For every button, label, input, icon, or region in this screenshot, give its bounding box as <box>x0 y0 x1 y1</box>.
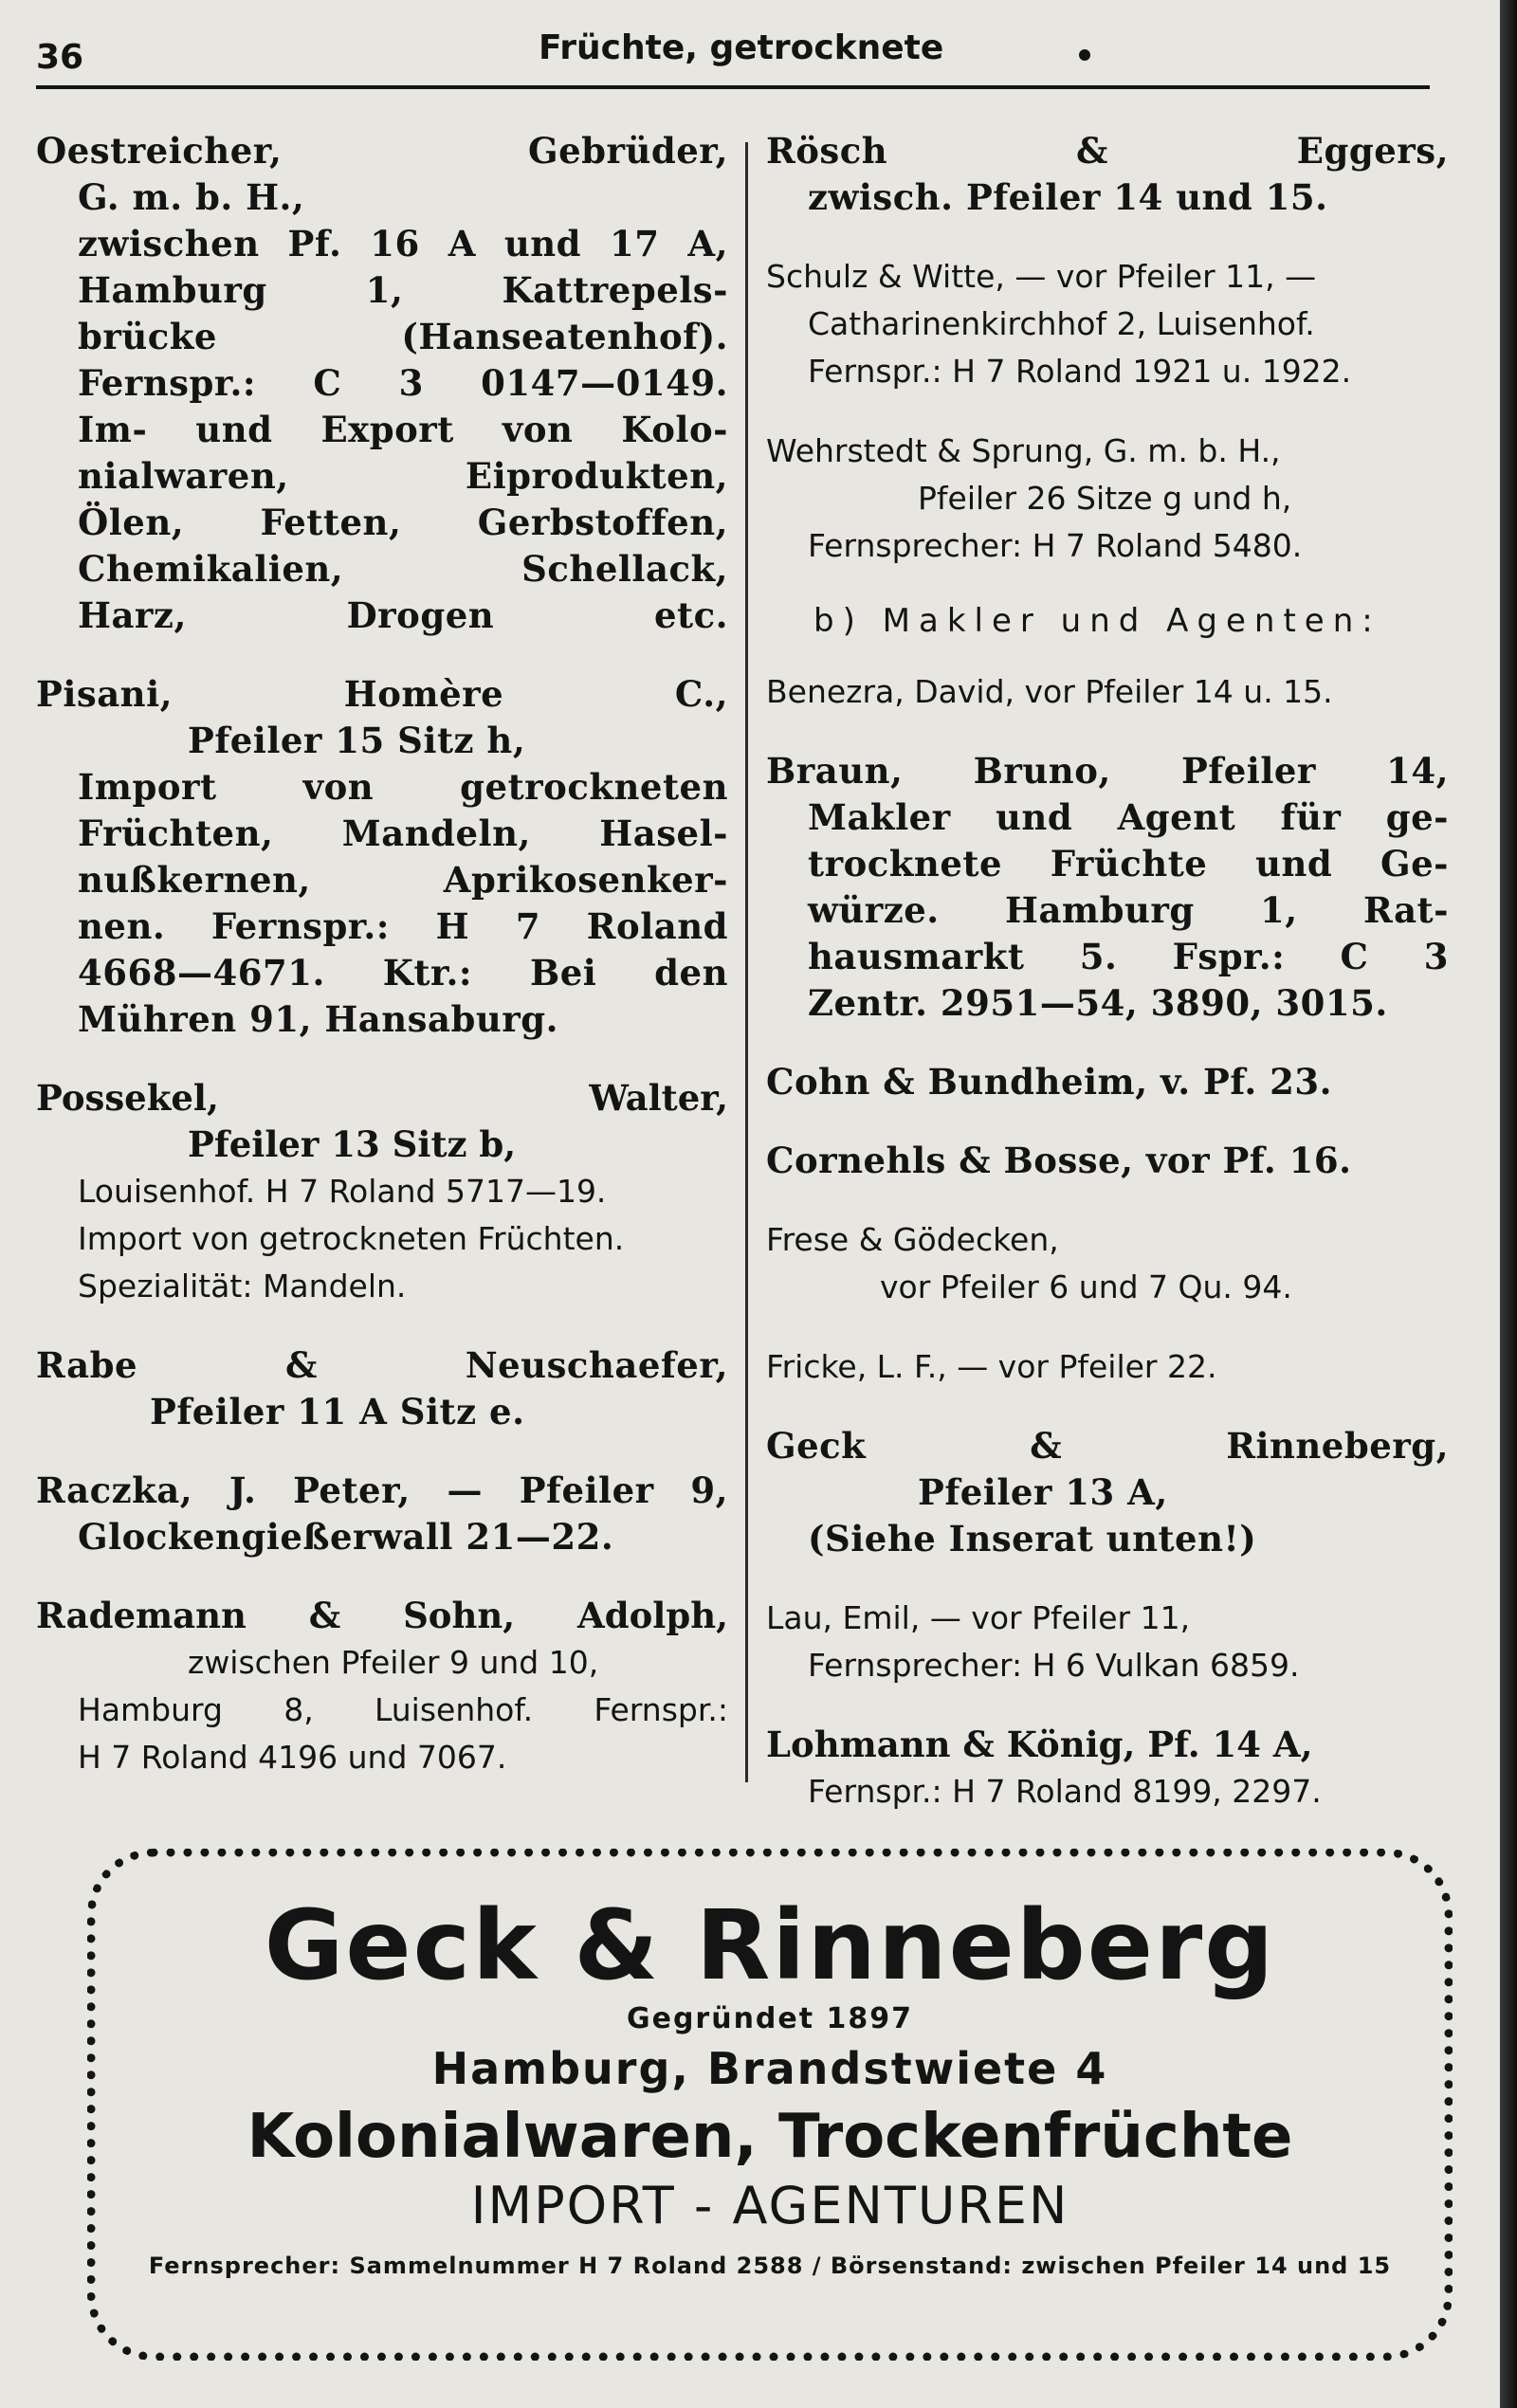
right-column-top <box>766 128 1449 570</box>
entry-line: Benezra, David, vor Pfeiler 14 u. 15. <box>766 673 1333 710</box>
entry-line: brücke (Hanseatenhof). <box>78 316 728 357</box>
entry-line: Zentr. 2951—54, 3890, 3015. <box>808 982 1388 1024</box>
directory-entry <box>766 1216 1449 1311</box>
ad-title: Geck & Rinneberg <box>264 1889 1276 2002</box>
entry-line: G. m. b. H., <box>78 176 305 218</box>
entry-line: Fernspr.: H 7 Roland 8199, 2297. <box>808 1773 1322 1810</box>
entry-line: Früchten, Mandeln, Hasel- <box>78 812 728 854</box>
right-column-bottom <box>766 668 1449 1815</box>
directory-entry <box>766 1138 1449 1184</box>
page-number: 36 <box>36 38 84 77</box>
entry-line: Pfeiler 15 Sitz h, <box>188 720 526 761</box>
entry-line: Im- und Export von Kolo- <box>78 409 728 450</box>
advertisement <box>87 1849 1453 2361</box>
directory-entry <box>36 671 728 1043</box>
entry-line: Louisenhof. H 7 Roland 5717—19. <box>78 1173 607 1210</box>
entry-line: Frese & Gödecken, <box>766 1221 1059 1258</box>
entry-line: Fernspr.: H 7 Roland 1921 u. 1922. <box>808 353 1352 390</box>
entry-line: Fernsprecher: H 7 Roland 5480. <box>808 527 1303 564</box>
directory-entry <box>766 748 1449 1027</box>
entry-line: zwisch. Pfeiler 14 und 15. <box>808 176 1328 218</box>
directory-entry <box>766 1423 1449 1562</box>
entry-line: Pisani, Homère C., <box>36 673 728 715</box>
entry-line: Rösch & Eggers, <box>766 130 1449 172</box>
entry-line: Catharinenkirchhof 2, Luisenhof. <box>808 305 1315 342</box>
column-divider <box>745 142 748 1782</box>
entry-line: hausmarkt 5. Fspr.: C 3 <box>808 936 1449 977</box>
entry-line: zwischen Pf. 16 A und 17 A, <box>78 223 728 265</box>
left-column <box>36 128 728 1814</box>
entry-line: Pfeiler 13 A, <box>918 1471 1168 1513</box>
entry-line: Raczka, J. Peter, — Pfeiler 9, <box>36 1469 728 1511</box>
entry-line: Lohmann & König, Pf. 14 A, <box>766 1724 1313 1765</box>
directory-entry <box>36 1342 728 1435</box>
ad-import: IMPORT - AGENTUREN <box>470 2176 1069 2235</box>
running-title: Früchte, getrocknete <box>539 28 944 67</box>
entry-line: Fernsprecher: H 6 Vulkan 6859. <box>808 1647 1300 1684</box>
entry-line: Oestreicher, Gebrüder, <box>36 130 728 172</box>
directory-entry <box>766 1595 1449 1689</box>
entry-line: Rabe & Neuschaefer, <box>36 1344 728 1386</box>
directory-entry <box>766 128 1449 221</box>
directory-entry <box>766 1722 1449 1815</box>
entry-line: Spezialität: Mandeln. <box>78 1268 407 1304</box>
entry-line: Fricke, L. F., — vor Pfeiler 22. <box>766 1348 1217 1385</box>
entry-line: nialwaren, Eiprodukten, <box>78 455 728 497</box>
entry-line: Glockengießerwall 21—22. <box>78 1516 614 1558</box>
page-edge <box>1500 0 1517 2408</box>
entry-line: 4668—4671. Ktr.: Bei den <box>78 952 728 994</box>
directory-entry <box>36 1593 728 1781</box>
directory-entry <box>766 428 1449 570</box>
ad-goods: Kolonialwaren, Trockenfrüchte <box>247 2102 1293 2172</box>
entry-line: Cornehls & Bosse, vor Pf. 16. <box>766 1140 1352 1181</box>
directory-entry <box>766 1059 1449 1105</box>
entry-line: Schulz & Witte, — vor Pfeiler 11, — <box>766 258 1317 295</box>
entry-line: Import von getrockneten <box>78 766 728 808</box>
entry-line: Wehrstedt & Sprung, G. m. b. H., <box>766 432 1281 469</box>
entry-line: Hamburg 8, Luisenhof. Fernspr.: <box>78 1691 728 1728</box>
entry-line: Chemikalien, Schellack, <box>78 548 728 590</box>
entry-line: Cohn & Bundheim, v. Pf. 23. <box>766 1061 1333 1103</box>
page-header <box>36 28 1430 89</box>
directory-entry <box>766 668 1449 716</box>
entry-line: (Siehe Inserat unten!) <box>808 1518 1257 1560</box>
entry-line: Pfeiler 13 Sitz b, <box>188 1123 517 1165</box>
entry-line: Makler und Agent für ge- <box>808 796 1449 838</box>
entry-line: Rademann & Sohn, Adolph, <box>36 1595 728 1636</box>
ad-footer: Fernsprecher: Sammelnummer H 7 Roland 2588 / Börsenstand: zwischen Pfeiler 14 und 15 <box>148 2253 1392 2279</box>
entry-line: vor Pfeiler 6 und 7 Qu. 94. <box>880 1268 1292 1305</box>
directory-entry <box>766 253 1449 395</box>
entry-line: H 7 Roland 4196 und 7067. <box>78 1739 507 1776</box>
entry-line: Ölen, Fetten, Gerbstoffen, <box>78 502 728 543</box>
entry-line: nen. Fernspr.: H 7 Roland <box>78 905 728 947</box>
entry-line: würze. Hamburg 1, Rat- <box>808 889 1449 931</box>
entry-line: Hamburg 1, Kattrepels- <box>78 269 728 311</box>
entry-line: Fernspr.: C 3 0147—0149. <box>78 362 728 404</box>
directory-entry <box>766 1343 1449 1391</box>
ad-founded: Gegründet 1897 <box>626 2002 914 2035</box>
entry-line: zwischen Pfeiler 9 und 10, <box>188 1644 599 1681</box>
entry-line: Mühren 91, Hansaburg. <box>78 998 558 1040</box>
entry-line: nußkernen, Aprikosenker- <box>78 859 728 901</box>
entry-line: Pfeiler 26 Sitze g und h, <box>918 480 1292 517</box>
directory-entry <box>36 1468 728 1560</box>
entry-line: Possekel, Walter, <box>36 1077 728 1119</box>
entry-line: Braun, Bruno, Pfeiler 14, <box>766 750 1449 792</box>
right-column <box>766 128 1449 1848</box>
entry-line: Pfeiler 11 A Sitz e. <box>150 1391 525 1432</box>
entry-line: Harz, Drogen etc. <box>78 594 728 636</box>
entry-line: Lau, Emil, — vor Pfeiler 11, <box>766 1599 1191 1636</box>
entry-line: Import von getrockneten Früchten. <box>78 1220 625 1257</box>
entry-line: Geck & Rinneberg, <box>766 1425 1449 1467</box>
entry-line: trocknete Früchte und Ge- <box>808 843 1449 885</box>
header-dot <box>1079 49 1090 61</box>
directory-entry <box>36 128 728 639</box>
ad-address: Hamburg, Brandstwiete 4 <box>431 2043 1108 2094</box>
directory-entry <box>36 1075 728 1310</box>
section-heading: b) Makler und Agenten: <box>813 602 1381 640</box>
